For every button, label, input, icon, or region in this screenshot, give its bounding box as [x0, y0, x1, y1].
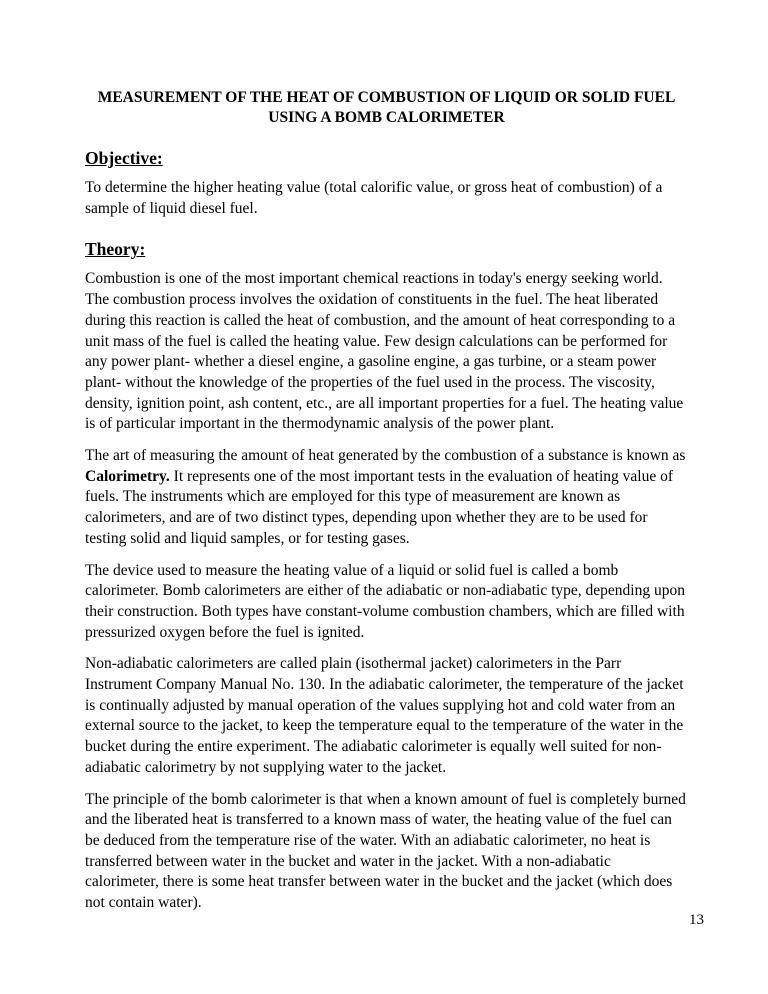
theory-paragraph-1: Combustion is one of the most important chemical reactions in today's energy seeking world. The combustion process involves the oxidation of constituents in the fuel. The heat liberated during this reaction is called the heat of combustion, and the amount of heat corresponding to a unit mass of the fuel is called the heating value. Few design calculations can be performed for any power plant- whether a diesel engine, a gasoline engine, a gas turbine, or a steam power plant- without the knowledge of the properties of the fuel used in the process. The viscosity, density, ignition point, ash content, etc., are all important properties for a fuel. The heating value is of particular important in the thermodynamic analysis of the power plant. — [85, 270, 684, 433]
theory-paragraph-2-post: It represents one of the most important tests in the evaluation of heating value of fuels. The instruments which are employed for this type of measurement are known as calorimeters, and are of two distinct types, depending upon whether they are to be used for testing solid and liquid samples, or for testing gases. — [85, 467, 673, 547]
theory-paragraph-2 — [85, 446, 688, 550]
objective-body: To determine the higher heating value (total calorific value, or gross heat of combustion) of a sample of liquid diesel fuel. — [85, 179, 663, 217]
document-title — [85, 88, 688, 128]
theory-heading: Theory: — [85, 239, 146, 260]
theory-section — [85, 239, 688, 913]
theory-paragraph-2-pre: The art of measuring the amount of heat generated by the combustion of a substance is known as — [85, 447, 686, 465]
title-line-2: USING A BOMB CALORIMETER — [268, 109, 505, 126]
theory-paragraph-5: The principle of the bomb calorimeter is that when a known amount of fuel is completely burned and the liberated heat is transferred to a known mass of water, the heating value of the fuel can be deduced from the temperature rise of the water. With an adiabatic calorimeter, no heat is transferred between water in the bucket and water in the jacket. With a non-adiabatic calorimeter, there is some heat transfer between water in the bucket and the jacket (which does not contain water). — [85, 790, 686, 912]
theory-paragraph-3: The device used to measure the heating value of a liquid or solid fuel is called a bomb calorimeter. Bomb calorimeters are either of the adiabatic or non-adiabatic type, depending upon their construction. Both types have constant-volume combustion chambers, which are filled with pressurized oxygen before the fuel is ignited. — [85, 561, 685, 641]
theory-paragraph-4: Non-adiabatic calorimeters are called plain (isothermal jacket) calorimeters in the Parr Instrument Company Manual No. 130. In the adiabatic calorimeter, the temperature of the jacket is continually adjusted by manual operation of the values supplying hot and cold water from an external source to the jacket, to keep the temperature equal to the temperature of the water in the bucket during the entire experiment. The adiabatic calorimeter is equally well suited for non-adiabatic calorimetry by not supplying water to the jacket. — [85, 655, 684, 776]
page-number: 13 — [689, 912, 704, 928]
calorimetry-term-bold: Calorimetry. — [85, 467, 170, 485]
objective-section — [85, 148, 688, 219]
title-line-1: MEASUREMENT OF THE HEAT OF COMBUSTION OF LIQUID OR SOLID FUEL — [97, 89, 676, 106]
objective-heading: Objective: — [85, 148, 163, 168]
